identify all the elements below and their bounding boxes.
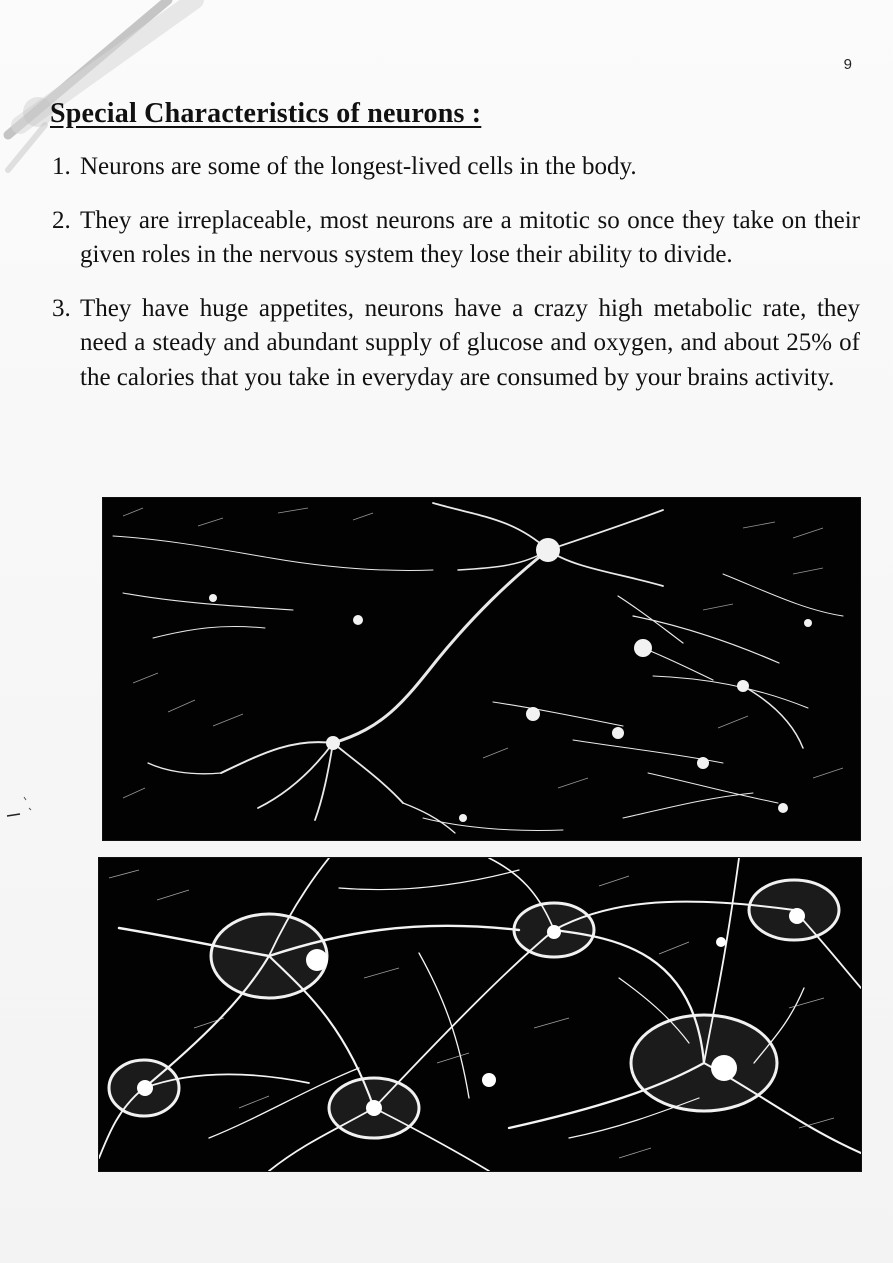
list-item-text: Neurons are some of the longest-lived cells in the body. <box>80 153 637 180</box>
neuron-cell-bodies-image <box>98 857 862 1172</box>
list-item <box>52 150 860 185</box>
neuron-network-image <box>102 497 861 841</box>
list-item-number: 2. <box>52 206 71 234</box>
page-number: 9 <box>843 56 852 73</box>
characteristics-list <box>52 150 860 414</box>
list-item-text: They have huge appetites, neurons have a crazy high metabolic rate, they need a steady and abundant supply of glucose and oxygen, and about 25% of the calories that you take in everyday are consumed by your brains activity. <box>80 294 860 391</box>
margin-dashes <box>6 792 34 832</box>
list-item-number: 1. <box>52 153 71 180</box>
list-item <box>52 292 860 396</box>
list-item-text: They are irreplaceable, most neurons are a mitotic so once they take on their given roles in the nervous system they lose their ability to divide. <box>80 206 860 268</box>
list-item-number: 3. <box>52 294 71 322</box>
page-title: Special Characteristics of neurons : <box>50 98 482 129</box>
list-item <box>52 204 860 273</box>
